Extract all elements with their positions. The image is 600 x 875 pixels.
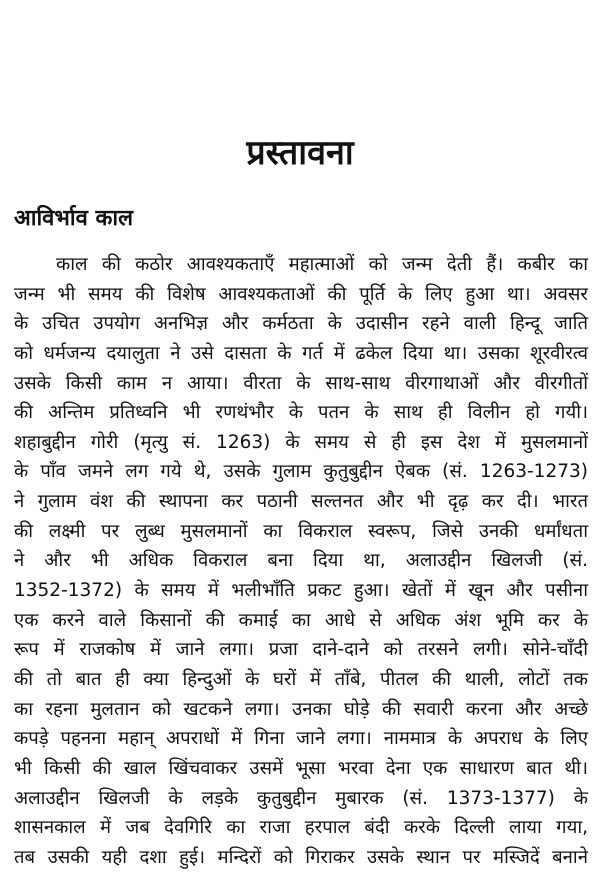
text-line: ने गुलाम वंश की स्थापना कर पठानी सल्तनत और भी दृढ़ कर दी। भारत — [14, 491, 588, 513]
text-line: की तो बात ही क्या हिन्दुओं के घरों में ताँबे, पीतल की थाली, लोटों तक — [14, 668, 588, 690]
text-line: शहाबुद्दीन गोरी (मृत्यु सं. 1263) के समय से ही इस देश में मुसलमानों — [14, 431, 588, 453]
text-line: 1352-1372) के समय में भलीभाँति प्रकट हुआ। खेतों में खून और पसीना — [14, 580, 588, 602]
text-line: काल की कठोर आवश्यकताएँ महात्माओं को जन्म देती हैं। कबीर का — [56, 254, 588, 275]
text-line: एक करने वाले किसानों की कमाई का आधे से अधिक अंश भूमि कर के — [14, 609, 588, 631]
page-title: प्रस्तावना — [246, 133, 354, 173]
text-line: ने और भी अधिक विकराल बना दिया था, अलाउद्दीन खिलजी (सं. — [14, 550, 588, 572]
text-line: की लक्ष्मी पर लुब्ध मुसलमानों का विकराल स्वरूप, जिसे उनकी धर्मांधता — [14, 520, 588, 542]
text-line: की अन्तिम प्रतिध्वनि भी रणथंभौर के पतन के साथ ही विलीन हो गयी। — [14, 402, 588, 424]
text-line: भी किसी की खाल खिंचवाकर उसमें भूसा भरवा देना एक साधारण बात थी। — [14, 757, 588, 779]
text-line: के पाँव जमने लग गये थे, उसके गुलाम कुतुबुद्दीन ऐबक (सं. 1263-1273) — [14, 461, 588, 483]
text-line: का रहना मुलतान को खटकने लगा। उनका घोड़े की सवारी करना और अच्छे — [14, 698, 588, 720]
text-line: के उचित उपयोग अनभिज्ञ और कर्मठता के उदासीन रहने वाली हिन्दू जाति — [14, 313, 588, 335]
text-line: रूप में राजकोष में जाने लगा। प्रजा दाने-दाने को तरसने लगी। सोने-चाँदी — [14, 639, 588, 661]
text-line: को धर्मजन्य दयालुता ने उसे दासता के गर्त में ढकेल दिया था। उसका शूरवीरत्व — [14, 342, 588, 364]
text-line: शासनकाल में जब देवगिरि का राजा हरपाल बंदी करके दिल्ली लाया गया, — [14, 817, 588, 839]
text-line: कपड़े पहनना महान् अपराधों में गिना जाने लगा। नाममात्र के अपराध के लिए — [14, 728, 588, 750]
text-line: उसके किसी काम न आया। वीरता के साथ-साथ वीरगाथाओं और वीरगीतों — [14, 372, 588, 394]
body-paragraph — [14, 250, 588, 872]
text-line: अलाउद्दीन खिलजी के लड़के कुतुबुद्दीन मुबारक (सं. 1373-1377) के — [14, 787, 588, 809]
text-line: तब उसकी यही दशा हुई। मन्दिरों को गिराकर उसके स्थान पर मस्जिदें बनाने — [14, 846, 588, 868]
section-heading: आविर्भाव काल — [14, 206, 133, 231]
text-line: जन्म भी समय की विशेष आवश्यकताओं की पूर्ति के लिए हुआ था। अवसर — [14, 283, 588, 305]
